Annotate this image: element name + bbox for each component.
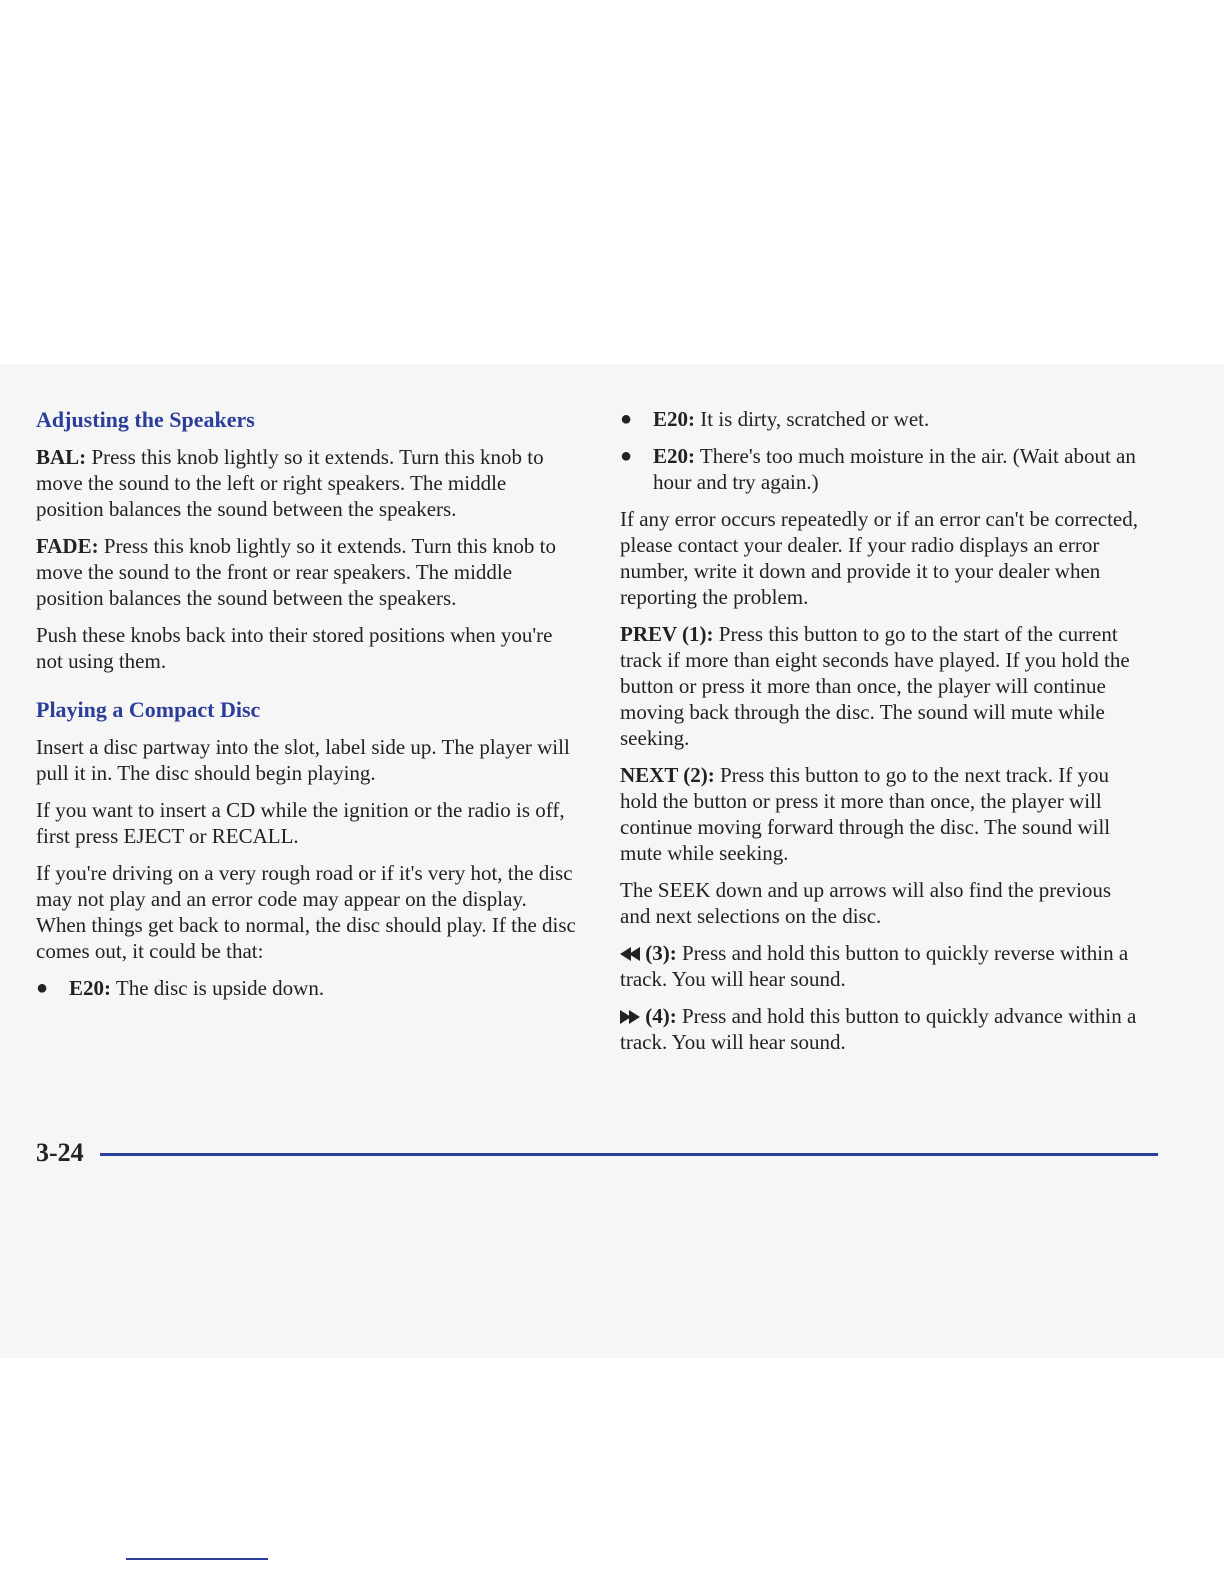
push-knobs-paragraph: Push these knobs back into their stored positions when you're not using them. [36,623,553,673]
list-item [36,975,576,1001]
error-code-text: It is dirty, scratched or wet. [695,407,930,431]
next-text: Press this button to go to the next track. If you hold the button or press it more than once, the player will continue moving forward through the disc. The sound will mute while seeking. [620,763,1111,865]
error-code-label: E20: [653,444,695,468]
error-code-text: There's too much moisture in the air. (Wait about an hour and try again.) [653,444,1136,494]
bal-text: Press this knob lightly so it extends. Turn this knob to move the sound to the left or right speakers. The middle position balances the sound between the speakers. [36,445,544,521]
heading-adjusting-speakers: Adjusting the Speakers [36,407,255,432]
seek-paragraph: The SEEK down and up arrows will also find the previous and next selections on the disc. [620,878,1112,928]
left-column [36,406,576,1012]
next-paragraph [620,762,1140,866]
bullet-icon: ● [620,408,633,430]
rough-road-paragraph: If you're driving on a very rough road or if it's very hot, the disc may not play and an error code may appear on the display. When things get back to normal, the disc should play. If the disc comes out, it could be that: [36,861,576,963]
reverse-label: (3): [645,941,677,965]
error-code-label: E20: [653,407,695,431]
bullet-icon: ● [36,977,49,999]
insert-disc-paragraph: Insert a disc partway into the slot, label side up. The player will pull it in. The disc should begin playing. [36,735,570,785]
ignition-paragraph: If you want to insert a CD while the ignition or the radio is off, first press EJECT or RECALL. [36,798,565,848]
fast-forward-icon [620,1004,640,1028]
reverse-paragraph [620,940,1140,992]
right-column [620,406,1140,1066]
fade-text: Press this knob lightly so it extends. Turn this knob to move the sound to the front or rear speakers. The middle position balances the sound between the speakers. [36,534,556,610]
fade-paragraph [36,533,576,611]
page-footer [36,1138,1158,1168]
list-item [620,406,1140,432]
error-repeat-paragraph: If any error occurs repeatedly or if an error can't be corrected, please contact your dealer. If your radio displays an error number, write it down and provide it to your dealer when reporting the problem. [620,507,1138,609]
prev-paragraph [620,621,1140,751]
next-label: NEXT (2): [620,763,715,787]
advance-text: Press and hold this button to quickly advance within a track. You will hear sound. [620,1004,1137,1054]
error-code-text: The disc is upside down. [111,976,325,1000]
page-number: 3-24 [36,1138,84,1167]
advance-paragraph [620,1003,1140,1055]
rewind-icon [620,941,640,965]
bottom-divider [126,1558,268,1560]
list-item [620,443,1140,495]
bullet-icon: ● [620,445,633,467]
advance-label: (4): [645,1004,677,1028]
fade-label: FADE: [36,534,99,558]
heading-playing-compact-disc: Playing a Compact Disc [36,697,261,722]
bal-label: BAL: [36,445,87,469]
bal-paragraph [36,444,576,522]
prev-text: Press this button to go to the start of the current track if more than eight seconds have played. If you hold the button or press it more than once, the player will continue moving back through the disc. The sound will mute while seeking. [620,622,1130,750]
error-code-label: E20: [69,976,111,1000]
reverse-text: Press and hold this button to quickly reverse within a track. You will hear sound. [620,941,1129,991]
prev-label: PREV (1): [620,622,714,646]
footer-rule [100,1153,1158,1156]
